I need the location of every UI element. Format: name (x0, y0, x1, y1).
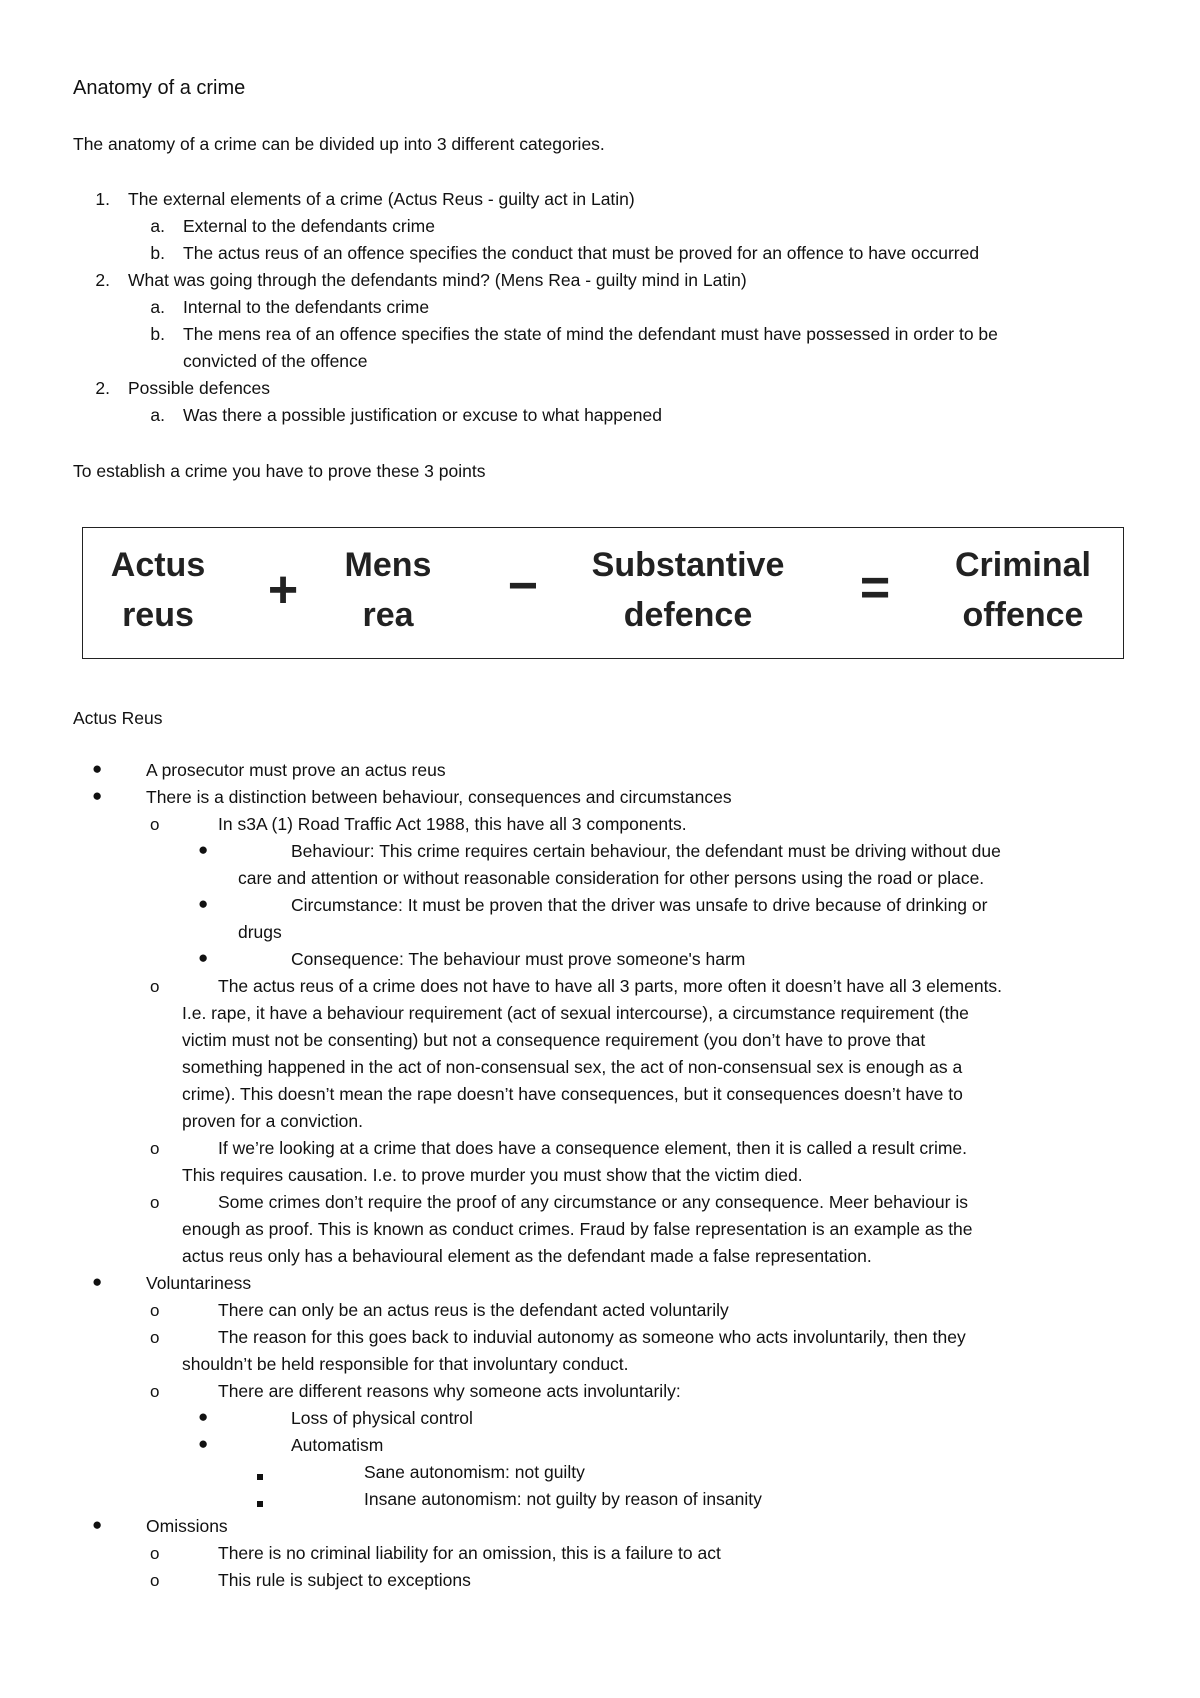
list-item-continued: victim must not be consenting) but not a consequence requirement (you don’t have to prove that (182, 1030, 926, 1050)
list-item: What was going through the defendants mind? (Mens Rea - guilty mind in Latin) (128, 270, 747, 290)
list-item-continued: shouldn’t be held responsible for that involuntary conduct. (182, 1354, 629, 1374)
bullet-marker: ● (92, 1515, 103, 1534)
list-item: Loss of physical control (291, 1408, 473, 1428)
minus-operator: − (507, 557, 539, 615)
equation-term-line: defence (623, 596, 753, 634)
equation-term-line: Mens (344, 546, 432, 584)
list-item-continued: crime). This doesn’t mean the rape doesn’t have consequences, but it consequences doesn’t have to (182, 1084, 963, 1104)
circle-marker: o (150, 1382, 160, 1401)
bullet-marker: ● (198, 948, 209, 967)
list-item: If we’re looking at a crime that does have a consequence element, then it is called a result crime. (218, 1138, 968, 1158)
equation-term-line: Criminal (954, 546, 1092, 584)
list-item-continued: drugs (238, 922, 282, 942)
list-number: 1. (95, 189, 110, 209)
list-item-continued: I.e. rape, it have a behaviour requirement (act of sexual intercourse), a circumstance requirement (the (182, 1003, 969, 1023)
list-item: A prosecutor must prove an actus reus (146, 760, 446, 780)
establish-paragraph: To establish a crime you have to prove these 3 points (73, 461, 486, 481)
list-number: 2. (95, 378, 110, 398)
list-item: The external elements of a crime (Actus Reus - guilty act in Latin) (128, 189, 635, 209)
list-item-continued: something happened in the act of non-consensual sex, the act of non-consensual sex is enough as a (182, 1057, 963, 1077)
list-item-continued: enough as proof. This is known as conduct crimes. Fraud by false representation is an example as the (182, 1219, 973, 1239)
list-item: Consequence: The behaviour must prove someone's harm (291, 949, 746, 969)
circle-marker: o (150, 1544, 160, 1563)
list-subitem: The mens rea of an offence specifies the state of mind the defendant must have possessed in order to be (183, 324, 998, 344)
list-item: The reason for this goes back to induvial autonomy as someone who acts involuntarily, then they (218, 1327, 966, 1347)
bullet-marker: ● (92, 1272, 103, 1291)
equation-term-line: rea (362, 596, 414, 634)
bullet-marker: ● (198, 894, 209, 913)
equation-term-mens-rea (323, 540, 453, 640)
circle-marker: o (150, 1193, 160, 1212)
list-item-continued: This requires causation. I.e. to prove murder you must show that the victim died. (182, 1165, 803, 1185)
list-item: Possible defences (128, 378, 271, 398)
list-item: In s3A (1) Road Traffic Act 1988, this have all 3 components. (218, 814, 687, 834)
list-item: There is no criminal liability for an omission, this is a failure to act (218, 1543, 721, 1563)
list-item-continued: actus reus only has a behavioural element as the defendant made a false representation. (182, 1246, 872, 1266)
list-item: This rule is subject to exceptions (218, 1570, 471, 1590)
list-subitem: External to the defendants crime (183, 216, 435, 236)
section-heading: Actus Reus (73, 708, 163, 728)
list-item: Voluntariness (146, 1273, 252, 1293)
list-item: Behaviour: This crime requires certain behaviour, the defendant must be driving without due (291, 841, 1001, 861)
equals-operator: = (859, 559, 891, 617)
list-subitem: Internal to the defendants crime (183, 297, 430, 317)
list-letter: b. (150, 324, 165, 344)
bullet-marker: ● (198, 1407, 209, 1426)
bullet-marker: ● (198, 840, 209, 859)
equation-term-line: offence (962, 596, 1084, 634)
circle-marker: o (150, 977, 160, 996)
list-item: Automatism (291, 1435, 384, 1455)
circle-marker: o (150, 815, 160, 834)
circle-marker: o (150, 1328, 160, 1347)
list-item: There can only be an actus reus is the defendant acted voluntarily (218, 1300, 729, 1320)
list-letter: a. (150, 405, 165, 425)
circle-marker: o (150, 1301, 160, 1320)
list-item: There is a distinction between behaviour, consequences and circumstances (146, 787, 732, 807)
list-subitem: The actus reus of an offence specifies the conduct that must be proved for an offence to have occurred (183, 243, 980, 263)
list-item: Sane autonomism: not guilty (364, 1462, 585, 1482)
equation-term-line: Actus (110, 546, 206, 584)
list-subitem: Was there a possible justification or excuse to what happened (183, 405, 662, 425)
equation-term-substantive-defence (563, 540, 813, 640)
bullet-marker: ● (92, 759, 103, 778)
list-item: Insane autonomism: not guilty by reason of insanity (364, 1489, 762, 1509)
intro-paragraph: The anatomy of a crime can be divided up into 3 different categories. (73, 134, 605, 154)
list-item-continued: care and attention or without reasonable consideration for other persons using the road or place. (238, 868, 985, 888)
list-item: Some crimes don’t require the proof of any circumstance or any consequence. Meer behaviour is (218, 1192, 968, 1212)
list-number: 2. (95, 270, 110, 290)
circle-marker: o (150, 1139, 160, 1158)
list-letter: b. (150, 243, 165, 263)
plus-operator: + (267, 561, 299, 619)
list-item: Omissions (146, 1516, 228, 1536)
list-item-continued: proven for a conviction. (182, 1111, 363, 1131)
square-marker (257, 1494, 263, 1512)
equation-term-line: Substantive (591, 546, 785, 584)
bullet-marker: ● (92, 786, 103, 805)
list-item: There are different reasons why someone acts involuntarily: (218, 1381, 681, 1401)
equation-term-line: reus (122, 596, 194, 634)
crime-equation-box (82, 527, 1124, 659)
document-title: Anatomy of a crime (73, 77, 246, 99)
equation-term-actus-reus (93, 540, 223, 640)
equation-term-criminal-offence (938, 540, 1108, 640)
bullet-marker: ● (198, 1434, 209, 1453)
circle-marker: o (150, 1571, 160, 1590)
list-letter: a. (150, 216, 165, 236)
list-subitem-continued: convicted of the offence (183, 351, 368, 371)
list-item: Circumstance: It must be proven that the driver was unsafe to drive because of drinking or (291, 895, 988, 915)
list-item: The actus reus of a crime does not have to have all 3 parts, more often it doesn’t have all 3 elements. (218, 976, 1003, 996)
list-letter: a. (150, 297, 165, 317)
square-marker (257, 1467, 263, 1485)
